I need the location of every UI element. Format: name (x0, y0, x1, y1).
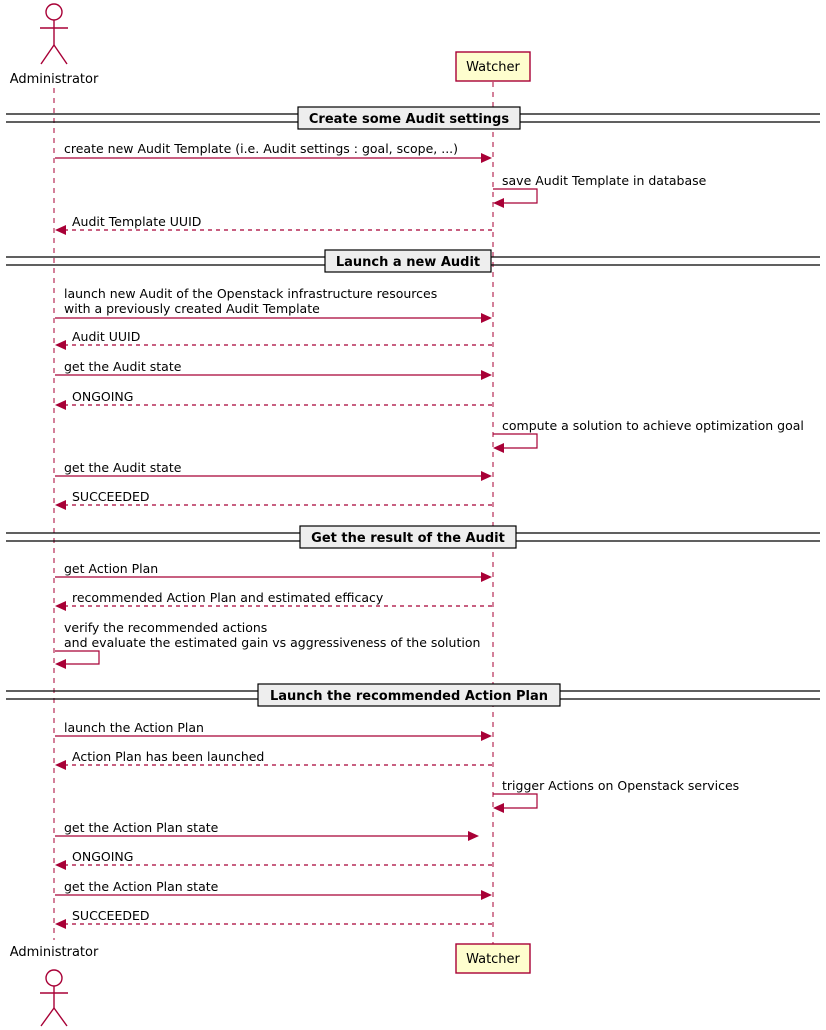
message-label: Action Plan has been launched (72, 749, 265, 764)
message-action-plan-state-ongoing (55, 849, 492, 870)
actor-label-bottom: Administrator (9, 945, 99, 960)
message-label: create new Audit Template (i.e. Audit settings : goal, scope, ...) (64, 141, 459, 156)
divider-label: Get the result of the Audit (311, 531, 505, 546)
message-audit-state-succeeded (55, 489, 492, 510)
participant-label-bottom: Watcher (466, 952, 520, 967)
message-get-action-plan-state-1 (55, 820, 479, 841)
message-get-audit-state-1 (55, 359, 492, 380)
message-label: compute a solution to achieve optimization goal (502, 418, 804, 433)
actor-label-top: Administrator (9, 72, 99, 87)
message-verify-recommended-actions (55, 620, 480, 669)
divider-launch-new-audit (6, 250, 820, 272)
message-get-action-plan (55, 561, 492, 582)
message-audit-template-uuid (55, 214, 492, 235)
message-label: trigger Actions on Openstack services (502, 778, 740, 793)
message-get-action-plan-state-2 (55, 879, 492, 900)
divider-label: Launch a new Audit (335, 255, 481, 270)
message-save-audit-template (493, 173, 707, 208)
divider-get-result-of-audit (6, 526, 820, 548)
message-launch-action-plan (55, 720, 492, 741)
message-label: Audit Template UUID (72, 214, 202, 229)
message-label: SUCCEEDED (72, 908, 150, 923)
message-label: get the Action Plan state (64, 820, 219, 835)
divider-label: Create some Audit settings (308, 112, 510, 127)
divider-launch-recommended-action-plan (6, 684, 820, 706)
message-label: get the Action Plan state (64, 879, 219, 894)
message-label-line2: and evaluate the estimated gain vs aggressiveness of the solution (64, 635, 481, 650)
message-trigger-actions (493, 778, 739, 813)
participant-watcher-top[interactable] (456, 52, 530, 81)
message-label: save Audit Template in database (502, 173, 707, 188)
message-label: launch the Action Plan (64, 720, 204, 735)
message-label: Audit UUID (72, 329, 141, 344)
message-label: get Action Plan (64, 561, 159, 576)
message-launch-new-audit (55, 286, 492, 323)
message-label: ONGOING (72, 389, 134, 404)
actor-administrator-top[interactable] (10, 4, 99, 87)
message-action-plan-launched (55, 749, 492, 770)
message-audit-uuid (55, 329, 492, 350)
message-compute-solution (493, 418, 804, 453)
message-label: recommended Action Plan and estimated efficacy (72, 590, 384, 605)
actor-administrator-bottom[interactable] (10, 945, 99, 1026)
participant-label-top: Watcher (466, 60, 520, 75)
message-label: SUCCEEDED (72, 489, 150, 504)
divider-create-audit-settings (6, 107, 820, 129)
message-recommended-action-plan (55, 590, 492, 611)
message-create-audit-template (55, 141, 492, 163)
message-action-plan-state-succeeded (55, 908, 492, 929)
message-label: get the Audit state (64, 460, 182, 475)
message-label: ONGOING (72, 849, 134, 864)
message-label-line1: launch new Audit of the Openstack infrastructure resources (64, 286, 438, 301)
message-label-line1: verify the recommended actions (64, 620, 268, 635)
message-label: get the Audit state (64, 359, 182, 374)
divider-label: Launch the recommended Action Plan (269, 689, 549, 704)
message-label-line2: with a previously created Audit Template (64, 301, 320, 316)
participant-watcher-bottom[interactable] (456, 944, 530, 973)
message-get-audit-state-2 (55, 460, 492, 481)
message-audit-state-ongoing (55, 389, 492, 410)
